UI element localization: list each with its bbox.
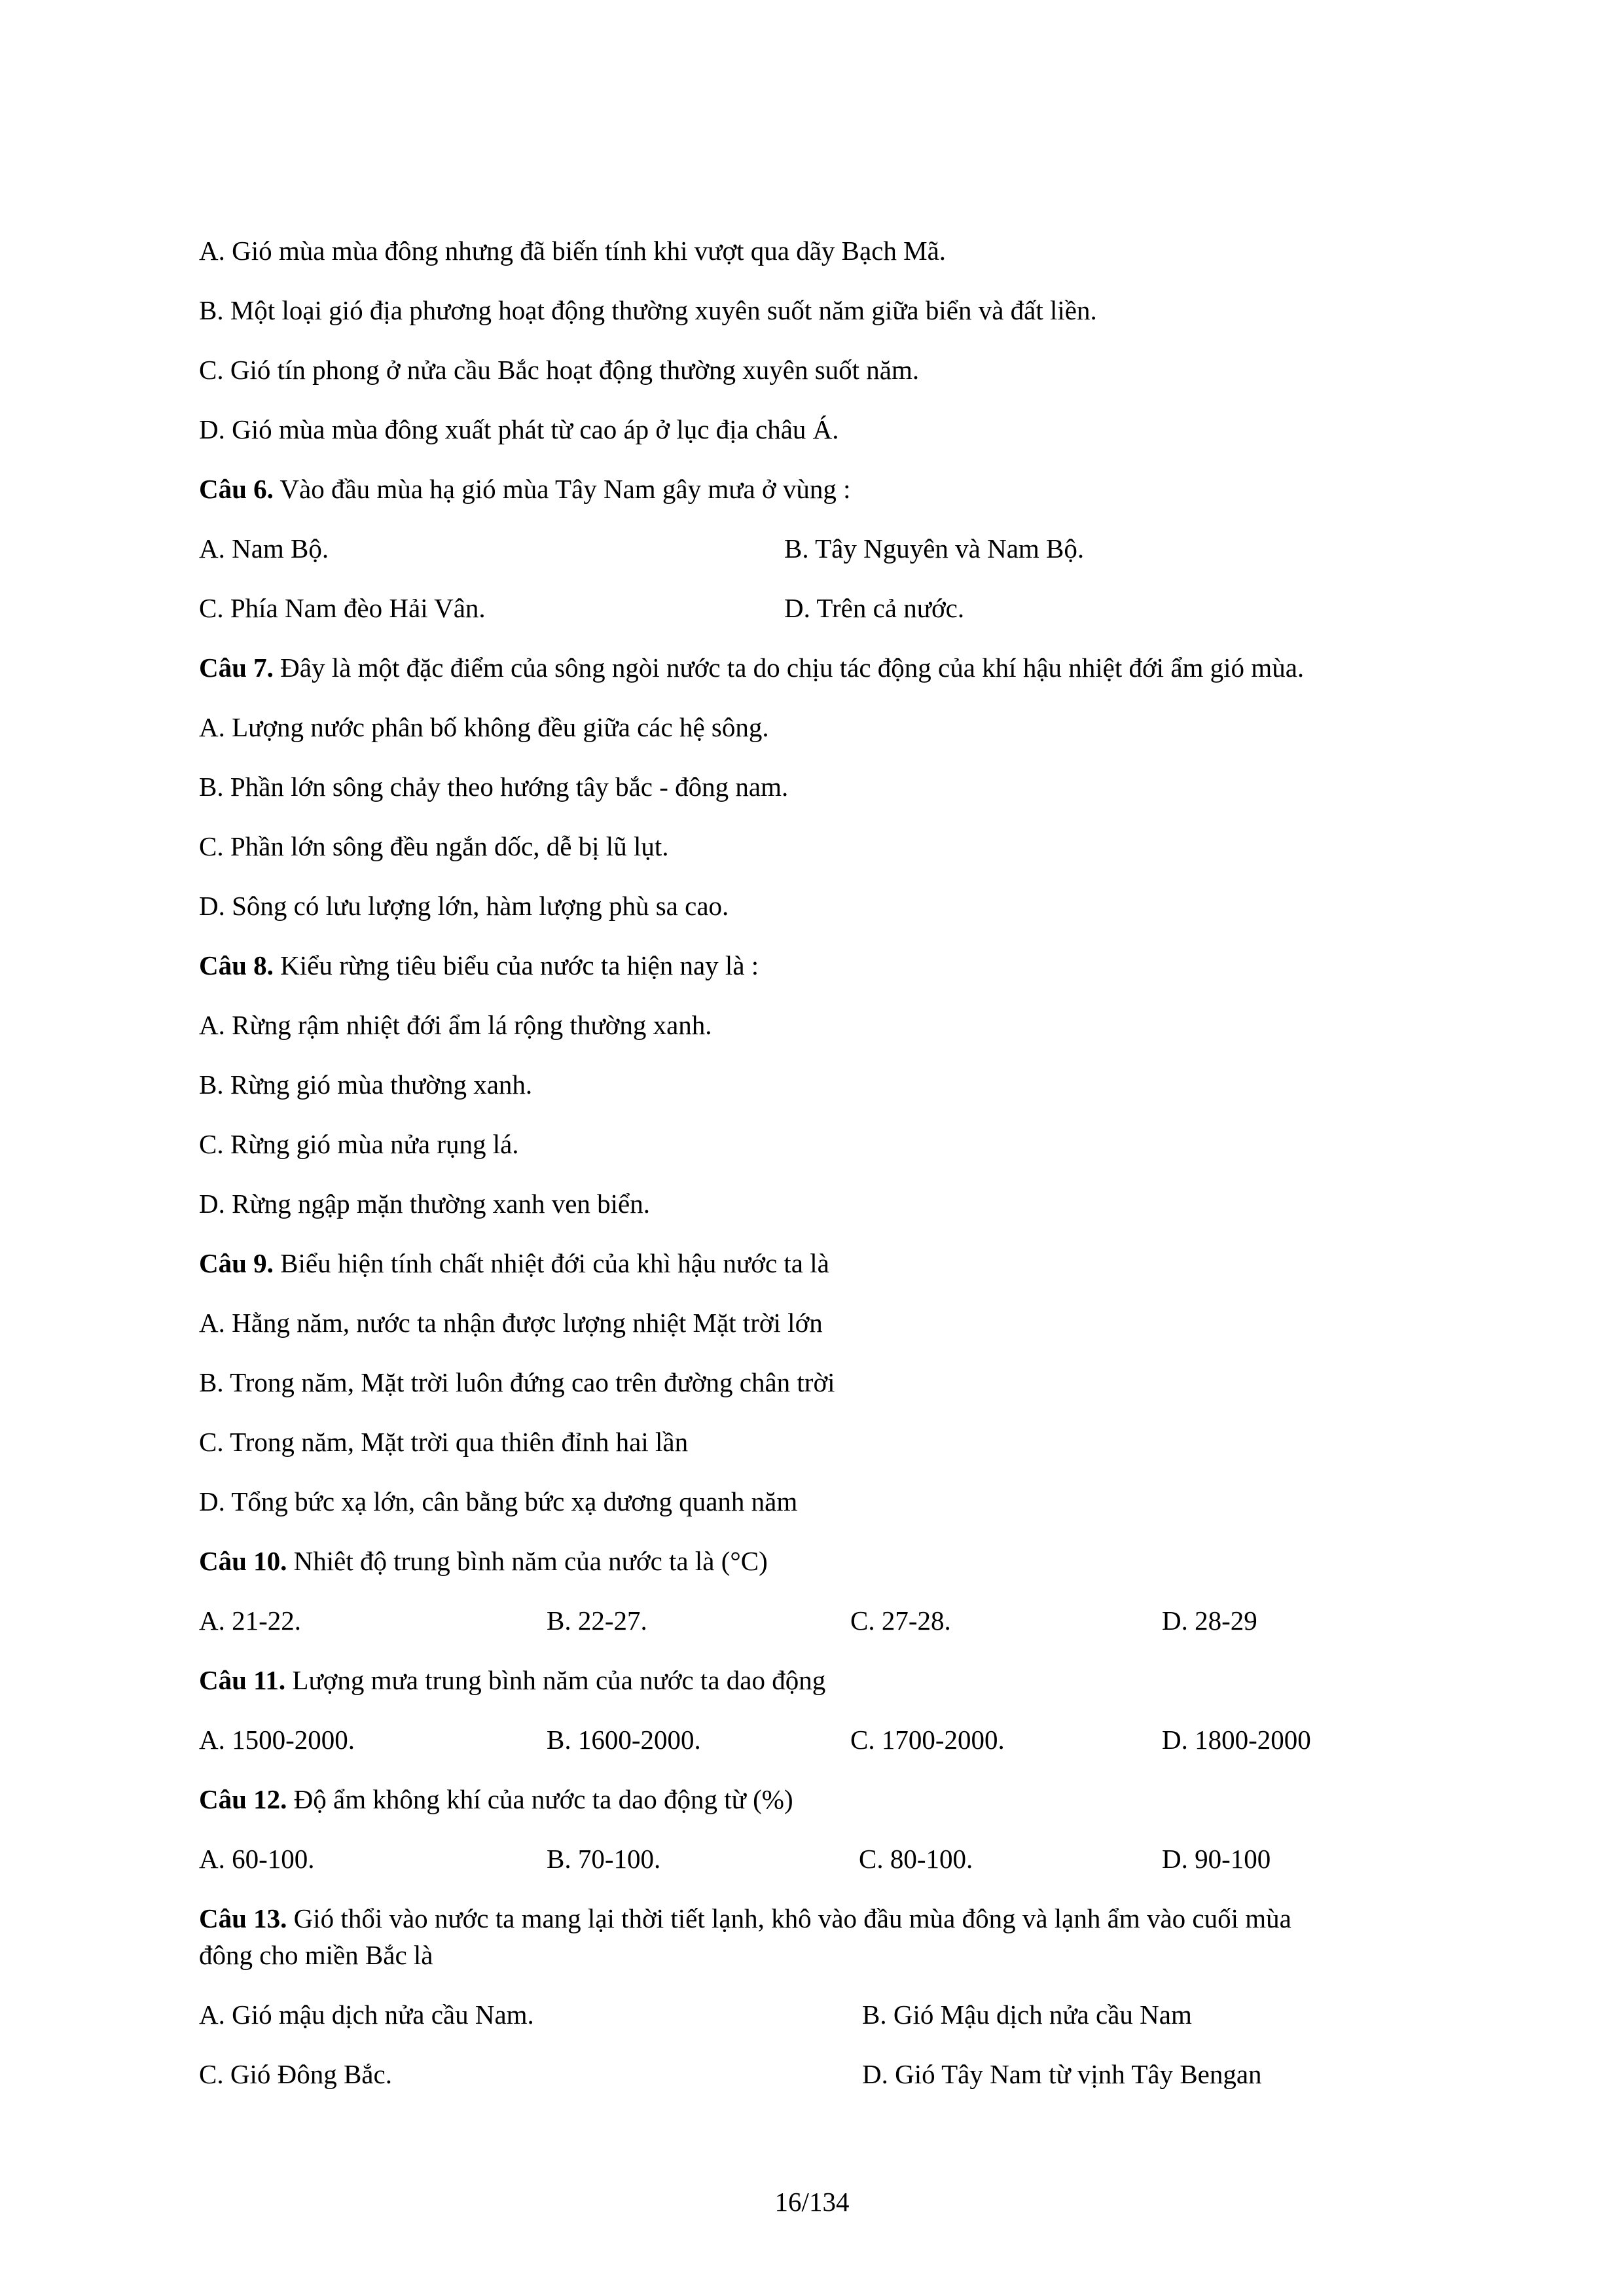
q10-option-c: C. 27-28. [850,1605,951,1636]
q12-option-d: D. 90-100 [1162,1844,1271,1874]
q11-text: Lượng mưa trung bình năm của nước ta dao động [285,1665,826,1695]
q8-option-a: A. Rừng rậm nhiệt đới ẩm lá rộng thường xanh. [199,1010,712,1040]
q11-option-d: D. 1800-2000 [1162,1725,1311,1755]
q12-option-b: B. 70-100. [547,1844,661,1874]
q7-stem [199,638,1443,698]
q13-option-c: C. Gió Đông Bắc. [199,2059,392,2089]
q6-option-d: D. Trên cả nước. [784,593,965,623]
q6-option-a: A. Nam Bộ. [199,533,329,564]
q7-option-c: C. Phần lớn sông đều ngắn dốc, dễ bị lũ lụt. [199,831,669,861]
q13-stem-continued: đông cho miền Bắc là [199,1940,433,1970]
q11-option-b: B. 1600-2000. [547,1725,701,1755]
q5-option-c: C. Gió tín phong ở nửa cầu Bắc hoạt động thường xuyên suốt năm. [199,355,920,385]
q8-option-b: B. Rừng gió mùa thường xanh. [199,1069,533,1100]
q12-label: Câu 12. [199,1784,287,1814]
q7-label: Câu 7. [199,653,274,683]
q7-text: Đây là một đặc điểm của sông ngòi nước ta do chịu tác động của khí hậu nhiệt đới ẩm gió mùa. [273,653,1305,683]
q9-option-d: D. Tổng bức xạ lớn, cân bằng bức xạ dương quanh năm [199,1486,798,1516]
q8-option-d: D. Rừng ngập mặn thường xanh ven biển. [199,1189,650,1219]
q13-text: Gió thổi vào nước ta mang lại thời tiết lạnh, khô vào đầu mùa đông và lạnh ẩm vào cuối mùa [287,1903,1291,1933]
q11-label: Câu 11. [199,1665,286,1695]
q12-stem [199,1770,1443,1829]
q8-text: Kiểu rừng tiêu biểu của nước ta hiện nay là : [273,950,759,980]
q13-option-a: A. Gió mậu dịch nửa cầu Nam. [199,2000,534,2030]
q5-option-a: A. Gió mùa mùa đông nhưng đã biến tính khi vượt qua dãy Bạch Mã. [199,236,947,266]
q10-stem [199,1532,1443,1591]
q7-option-d: D. Sông có lưu lượng lớn, hàm lượng phù sa cao. [199,891,729,921]
q5-option-b: B. Một loại gió địa phương hoạt động thường xuyên suốt năm giữa biển và đất liền. [199,295,1097,325]
q8-label: Câu 8. [199,950,274,980]
q7-option-b: B. Phần lớn sông chảy theo hướng tây bắc - đông nam. [199,772,789,802]
q7-option-a: A. Lượng nước phân bố không đều giữa các hệ sông. [199,712,769,742]
q10-option-a: A. 21-22. [199,1605,302,1636]
q5-option-d: D. Gió mùa mùa đông xuất phát từ cao áp ở lục địa châu Á. [199,414,839,444]
q6-stem [199,459,1443,519]
q9-option-b: B. Trong năm, Mặt trời luôn đứng cao trên đường chân trời [199,1367,835,1397]
q12-option-c: C. 80-100. [859,1844,973,1874]
q13-stem [199,1900,1443,1937]
q6-text: Vào đầu mùa hạ gió mùa Tây Nam gây mưa ở vùng : [273,474,851,504]
q9-text: Biểu hiện tính chất nhiệt đới của khì hậu nước ta là [273,1248,829,1278]
q6-label: Câu 6. [199,474,274,504]
q6-option-c: C. Phía Nam đèo Hải Vân. [199,593,486,623]
q6-option-b: B. Tây Nguyên và Nam Bộ. [784,533,1085,564]
q9-stem [199,1234,1443,1293]
document-page [199,221,1443,2104]
q12-option-a: A. 60-100. [199,1844,315,1874]
q13-option-d: D. Gió Tây Nam từ vịnh Tây Bengan [862,2059,1262,2089]
q10-label: Câu 10. [199,1546,287,1576]
q8-option-c: C. Rừng gió mùa nửa rụng lá. [199,1129,519,1159]
q11-option-a: A. 1500-2000. [199,1725,355,1755]
q10-option-b: B. 22-27. [547,1605,647,1636]
q10-option-d: D. 28-29 [1162,1605,1257,1636]
page-number: 16/134 [774,2187,850,2217]
q10-text: Nhiêt độ trung bình năm của nước ta là (°C) [287,1546,768,1576]
q11-option-c: C. 1700-2000. [850,1725,1005,1755]
q12-text: Độ ẩm không khí của nước ta dao động từ (%) [287,1784,793,1814]
q9-option-a: A. Hằng năm, nước ta nhận được lượng nhiệt Mặt trời lớn [199,1308,823,1338]
q8-stem [199,936,1443,996]
q11-stem [199,1651,1443,1710]
q9-label: Câu 9. [199,1248,274,1278]
q9-option-c: C. Trong năm, Mặt trời qua thiên đỉnh hai lần [199,1427,689,1457]
q13-label: Câu 13. [199,1903,287,1933]
q13-option-b: B. Gió Mậu dịch nửa cầu Nam [862,2000,1192,2030]
